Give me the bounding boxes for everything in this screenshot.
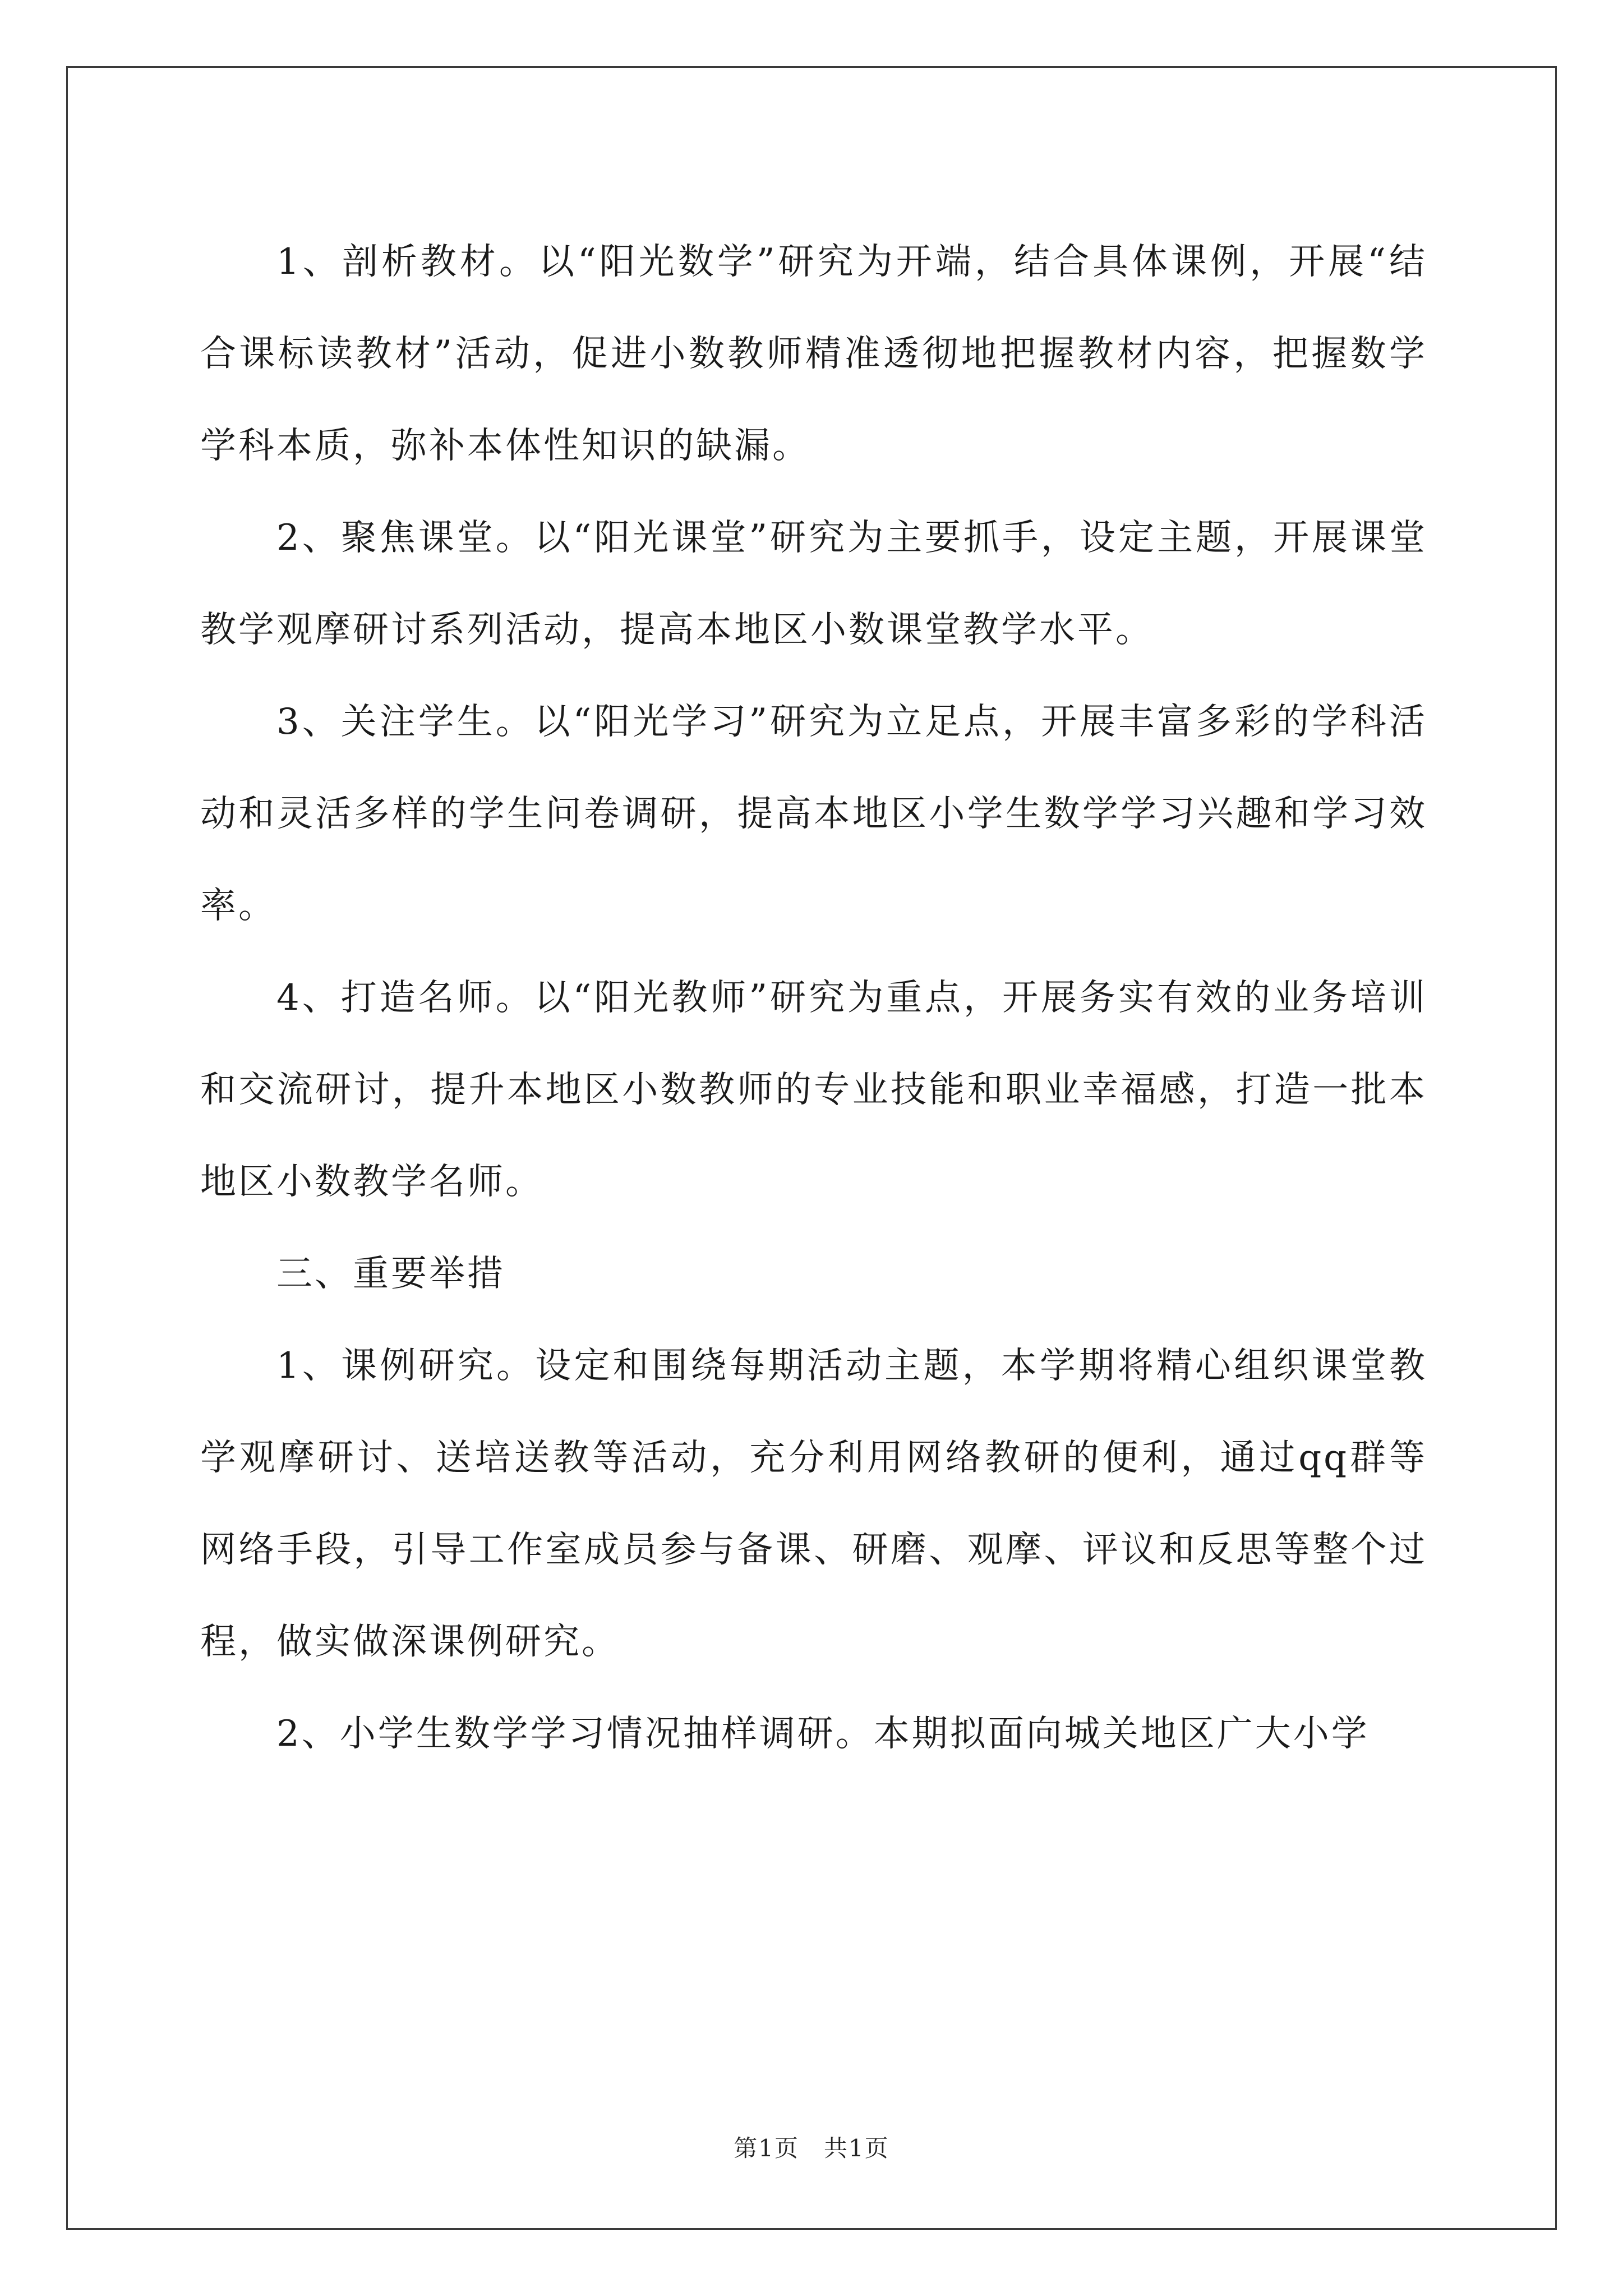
paragraph-focus-classroom: 2、聚焦课堂。以“阳光课堂”研究为主要抓手，设定主题，开展课堂教学观摩研讨系列活动，提高本地区小数课堂教学水平。 (200, 517, 1427, 651)
document-body (200, 216, 1427, 1780)
section-heading-measures: 三、重要举措 (276, 1253, 505, 1295)
paragraph-analyze-textbook: 1、剖析教材。以“阳光数学”研究为开端，结合具体课例，开展“结合课标读教材”活动，促进小数教师精准透彻地把握教材内容，把握数学学科本质，弥补本体性知识的缺漏。 (200, 241, 1427, 467)
paragraph-student-survey: 2、小学生数学学习情况抽样调研。本期拟面向城关地区广大小学 (276, 1713, 1370, 1755)
paragraph-case-study: 1、课例研究。设定和围绕每期活动主题，本学期将精心组织课堂教学观摩研讨、送培送教等活动，充分利用网络教研的便利，通过qq群等网络手段，引导工作室成员参与备课、研磨、观摩、评议和反思等整个过程，做实做深课例研究。 (200, 1345, 1427, 1663)
paragraph-build-teachers: 4、打造名师。以“阳光教师”研究为重点，开展务实有效的业务培训和交流研讨，提升本地区小数教师的专业技能和职业幸福感，打造一批本地区小数教学名师。 (200, 977, 1427, 1203)
paragraph-focus-students: 3、关注学生。以“阳光学习”研究为立足点，开展丰富多彩的学科活动和灵活多样的学生问卷调研，提高本地区小学生数学学习兴趣和学习效率。 (200, 701, 1427, 927)
page-footer: 第1页 共1页 (734, 2134, 889, 2162)
